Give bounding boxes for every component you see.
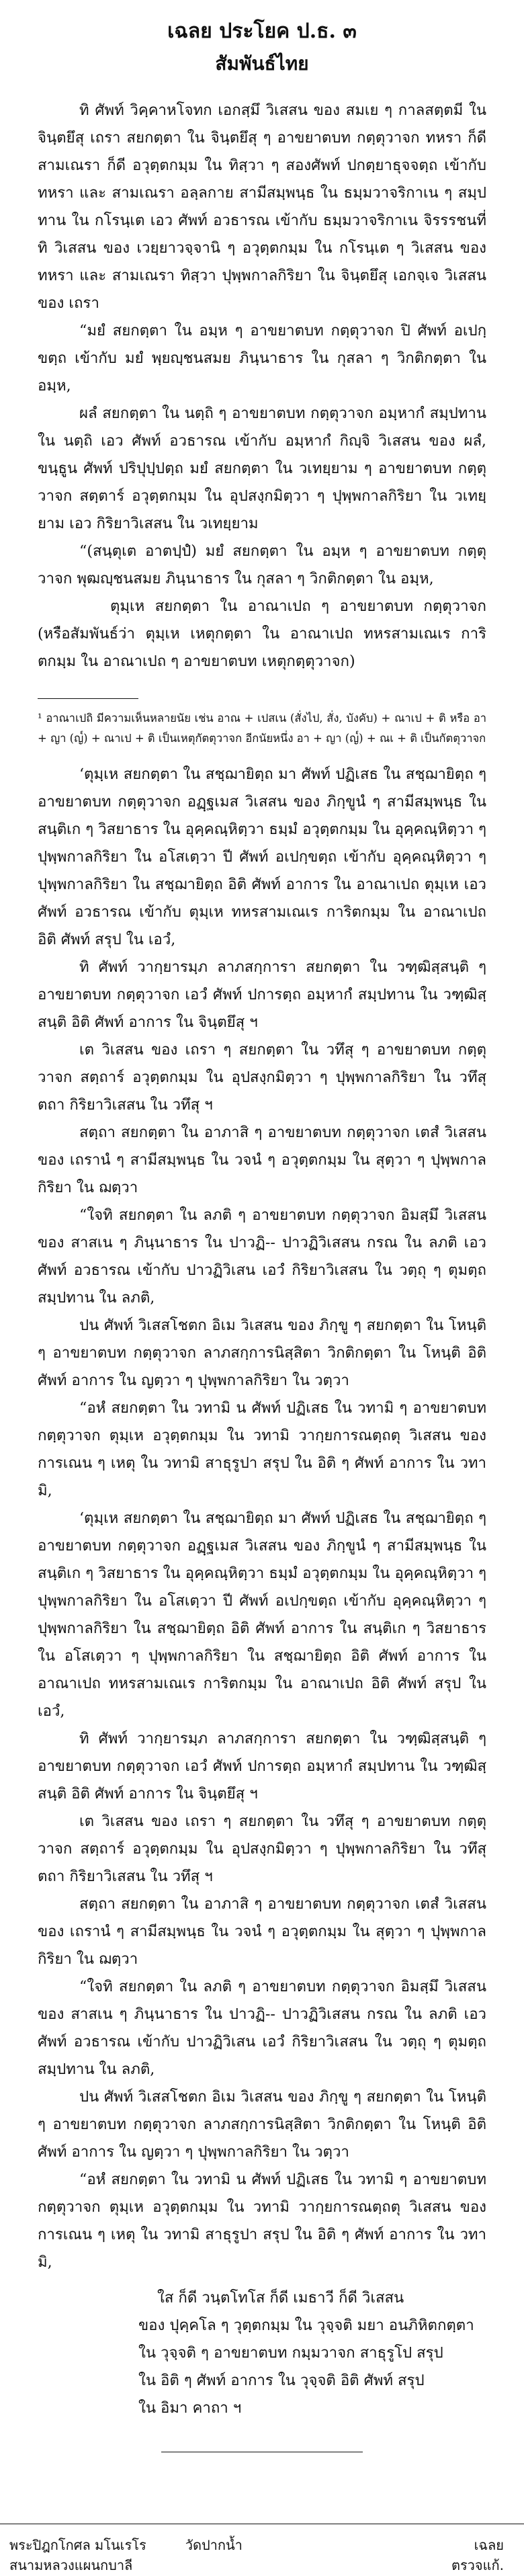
paragraph: “ใจทิ สยกตฺตา ใน ลภติ ๆ อาขยาตบท กตฺตุวาจก อิมสฺมึ วิเสสน ของ สาสเน ๆ ภินฺนาธาร ใน ปาวฏิ-- ปาวฏิวิเสสน กรณ ใน ลภติ เอว ศัพท์ อวธารณ เข้ากับ ปาวฏิวิเสน เอวํ กิริยาวิเสสน ใน วตฺถุ ๆ ตุมตฺถสมฺปทาน ใน ลภติ, — [38, 1206, 486, 1306]
section-2 — [38, 761, 486, 2276]
footer-author: พระปิฎกโกศล มโนเรโร — [9, 2537, 146, 2553]
page-footer — [0, 2524, 524, 2574]
footnote-divider — [38, 698, 138, 699]
paragraph: ปน ศัพท์ วิเสสโชตก อิเม วิเสสน ของ ภิกฺขู ๆ สยกตฺตา ใน โหนฺติ ๆ อาขยาตบท กตฺตุวาจก ลาภสกฺการนิสฺสิตา วิกติกตฺตา ใน โหนฺติ อิติ ศัพท์ อาการ ใน ญตฺวา ๆ ปุพฺพกาลกิริยา ใน วตฺวา — [38, 1316, 486, 1389]
paragraph: “อหํ สยกตฺตา ใน วทามิ น ศัพท์ ปฏิเสธ ใน วทามิ ๆ อาขยาตบท กตฺตุวาจก ตุมฺเห อวุตฺตกมฺม ใน วทามิ วากฺยการณตฺถตุ วิเสสน ของ การเณน ๆ เหตุ ใน วทามิ สาธุรูปา สรุป ใน อิติ ๆ ศัพท์ อาการ ใน วทามิ, — [38, 2170, 486, 2271]
paragraph: “อหํ สยกตฺตา ใน วทามิ น ศัพท์ ปฏิเสธ ใน วทามิ ๆ อาขยาตบท กตฺตุวาจก ตุมฺเห อวุตฺตกมฺม ใน วทามิ วากฺยการณตฺถตุ วิเสสน ของ การเณน ๆ เหตุ ใน วทามิ สาธุรูปา สรุป ใน อิติ ๆ ศัพท์ อาการ ใน วทามิ, — [38, 1399, 486, 1499]
paragraph: สตฺถา สยกตฺตา ใน อาภาสิ ๆ อาขยาตบท กตฺตุวาจก เตสํ วิเสสน ของ เถรานํ ๆ สามีสมฺพนฺธ ใน วจนํ ๆ อวุตฺตกมฺม ใน สุตฺวา ๆ ปุพฺพกาลกิริยา ใน ฌตฺวา — [38, 1895, 486, 1968]
page-subtitle: สัมพันธ์ไทย — [215, 52, 309, 75]
paragraph: เต วิเสสน ของ เถรา ๆ สยกตฺตา ใน วทึสุ ๆ อาขยาตบท กตฺตุวาจก สตฺถาร์ อวุตฺตกมฺม ใน อุปสงฺกมิตฺวา ๆ ปุพฺพกาลกิริยา ใน วทึสุ ตถา กิริยาวิเสสน ใน วทึสุ ฯ — [38, 1040, 486, 1114]
paragraph: “(สนฺตุเต อาตปฺปํ) มยํ สยกตฺตา ใน อมฺห ๆ อาขยาตบท กตฺตุวาจก พุฒญฺชนสมย ภินฺนาธาร ใน กุสลา ๆ วิกติกตฺตา ใน อมฺห, — [38, 542, 486, 587]
paragraph: “ใจทิ สยกตฺตา ใน ลภติ ๆ อาขยาตบท กตฺตุวาจก อิมสฺมึ วิเสสน ของ สาสเน ๆ ภินฺนาธาร ใน ปาวฏิ-- ปาวฏิวิเสสน กรณ ใน ลภติ เอว ศัพท์ อวธารณ เข้ากับ ปาวฏิวิเสน เอวํ กิริยาวิเสสน ใน วตฺถุ ๆ ตุมตฺถสมฺปทาน ใน ลภติ, — [38, 1977, 486, 2078]
paragraph: ‘ตุมฺเห สยกตฺตา ใน สชฺฌายิตฺถ มา ศัพท์ ปฏิเสธ ใน สชฺฌายิตฺถ ๆ อาขยาตบท กตฺตุวาจก อฏฺฐเมส วิเสสน ของ ภิกฺขูนํ ๆ สามีสมฺพนฺธ ใน สนฺติเก ๆ วิสยาธาร ใน อุคฺคณฺหิตฺวา ธมฺมํ อวุตฺตกมฺม ใน อุคฺคณฺหิตฺวา ๆ ปุพฺพกาลกิริยา ใน อโสเตฺวา ปี ศัพท์ อเปกฺขตฺถ เข้ากับ อุคฺคณฺหิตฺวา ๆ ปุพฺพกาลกิริยา ใน สชฺฌายิตฺถ อิติ ศัพท์ อาการ ใน อาณาเปถ ตุมฺเห เอว ศัพท์ อวธารณ เข้ากับ ตุมฺเห ทหรสามเณเร การิตกมฺม ใน อาณาเปถ อิติ ศัพท์ สรุป ใน เอวํ, — [38, 765, 486, 948]
section-1 — [38, 97, 486, 675]
verse-line: ใน วุจฺจติ ๆ อาขยาตบท กมฺมวาจก สาธุรูโป สรุป — [138, 2343, 443, 2362]
paragraph: ปน ศัพท์ วิเสสโชตก อิเม วิเสสน ของ ภิกฺขู ๆ สยกตฺตา ใน โหนฺติ ๆ อาขยาตบท กตฺตุวาจก ลาภสกฺการนิสฺสิตา วิกติกตฺตา ใน โหนฺติ อิติ ศัพท์ อาการ ใน ญตฺวา ๆ ปุพฺพกาลกิริยา ใน วตฺวา — [38, 2087, 486, 2161]
paragraph: ตุมฺเห สยกตฺตา ใน อาณาเปถ ๆ อาขยาตบท กตฺตุวาจก (หรือสัมพันธ์ว่า ตุมฺเห เหตุกตฺตา ใน อาณาเปถ ทหรสามเณเร การิตกมฺม ใน อาณาเปถ ๆ อาขยาตบท เหตุกตฺตุวาจก) — [38, 597, 486, 670]
paragraph: “มยํ สยกตฺตา ใน อมฺห ๆ อาขยาตบท กตฺตุวาจก ปิ ศัพท์ อเปกฺขตฺถ เข้ากับ มยํ พฺยญฺชนสมย ภินฺนาธาร ใน กุสลา ๆ วิกติกตฺตา ใน อมฺห, — [38, 321, 486, 394]
footnote — [38, 708, 486, 749]
paragraph: เต วิเสสน ของ เถรา ๆ สยกตฺตา ใน วทึสุ ๆ อาขยาตบท กตฺตุวาจก สตฺถาร์ อวุตฺตกมฺม ใน อุปสงฺกมิตฺวา ๆ ปุพฺพกาลกิริยา ใน วทึสุ ตถา กิริยาวิเสสน ใน วทึสุ ฯ — [38, 1812, 486, 1885]
paragraph: ทิ ศัพท์ วากฺยารมฺภ ลาภสกฺการา สยกตฺตา ใน วฑฺฒิสฺสนฺติ ๆ อาขยาตบท กตฺตุวาจก เอวํ ศัพท์ ปการตฺถ อมฺหากํ สมฺปทาน ใน วฑฺฒิสฺสนฺติ อิติ ศัพท์ อาการ ใน จินฺตยึสุ ฯ — [38, 958, 486, 1031]
footer-organization: สนามหลวงแผนกบาลี — [9, 2557, 133, 2573]
paragraph: ทิ ศัพท์ วากฺยารมฺภ ลาภสกฺการา สยกตฺตา ใน วฑฺฒิสฺสนฺติ ๆ อาขยาตบท กตฺตุวาจก เอวํ ศัพท์ ปการตฺถ อมฺหากํ สมฺปทาน ใน วฑฺฒิสฺสนฺติ อิติ ศัพท์ อาการ ใน จินฺตยึสุ ฯ — [38, 1729, 486, 1802]
verse-block — [38, 2284, 486, 2422]
verse-line: ของ ปุคฺคโล ๆ วุตฺตกมฺม ใน วุจฺจติ มยา อนภิหิตกตฺตา — [138, 2316, 474, 2334]
footer-temple: วัดปากน้ำ — [185, 2537, 243, 2553]
paragraph: ทิ ศัพท์ วิคฺคาหโจทก เอกสฺมึ วิเสสน ของ สมเย ๆ กาลสตฺตมี ใน จินฺตยึสุ เถรา สยกตฺตา ใน จินฺตยึสุ ๆ อาขยาตบท กตฺตุวาจก ทหรา ก็ดี สามเณรา ก็ดี อวุตฺตกมฺม ใน ทิสฺวา ๆ สองศัพท์ ปกตฺยาธุจจตฺถ เข้ากับ ทหรา และ สามเณรา อลฺลกาย สามีสมฺพนฺธ ใน ธมฺมวาจริกาเน ๆ สมฺปทาน ใน กโรนฺเต เอว ศัพท์ อวธารณ เข้ากับ ธมฺมวาจริกาเน จิรรรชนที่ทิ วิเสสน ของ เวยฺยาวจฺจานิ ๆ อวุตฺตกมฺม ใน กโรนฺเต ๆ วิเสสน ของ ทหรา และ สามเณรา ทิสฺวา ปุพฺพกาลกิริยา ใน จินฺตยึสุ เอกจฺเจ วิเสสน ของ เถรา — [38, 101, 486, 312]
verse-line: ใส ก็ดี วนฺตโทโส ก็ดี เมธาวี ก็ดี วิเสสน — [157, 2288, 404, 2307]
footer-left-line-1 — [9, 2534, 243, 2556]
paragraph: ‘ตุมฺเห สยกตฺตา ใน สชฺฌายิตฺถ มา ศัพท์ ปฏิเสธ ใน สชฺฌายิตฺถ ๆ อาขยาตบท กตฺตุวาจก อฏฺฐเมส วิเสสน ของ ภิกฺขูนํ ๆ สามีสมฺพนฺธ ใน สนฺติเก ๆ วิสยาธาร ใน อุคฺคณฺหิตฺวา ธมฺมํ อวุตฺตกมฺม ใน อุคฺคณฺหิตฺวา ๆ ปุพฺพกาลกิริยา ใน อโสเตฺวา ปี ศัพท์ อเปกฺขตฺถ เข้ากับ อุคฺคณฺหิตฺวา ๆ ปุพฺพกาลกิริยา ใน สชฺฌายิตฺถ อิติ ศัพท์ อาการ ใน สนฺติเก ๆ วิสยาธาร ใน อโสเตฺวา ๆ ปุพฺพกาลกิริยา ใน สชฺฌายิตฺถ อิติ ศัพท์ อาการ ใน อาณาเปถ ทหรสามเณเร การิตกมฺม ใน อาณาเปถ อิติ ศัพท์ สรุป ใน เอวํ, — [38, 1509, 486, 1720]
verse-line: ใน อิติ ๆ ศัพท์ อาการ ใน วุจฺจติ อิติ ศัพท์ สรุป — [138, 2371, 425, 2389]
paragraph: สตฺถา สยกตฺตา ใน อาภาสิ ๆ อาขยาตบท กตฺตุวาจก เตสํ วิเสสน ของ เถรานํ ๆ สามีสมฺพนฺธ ใน วจนํ ๆ อวุตฺตกมฺม ใน สุตฺวา ๆ ปุพฺพกาลกิริยา ใน ฌตฺวา — [38, 1123, 486, 1196]
footer-checked-label: ตรวจแก้. — [451, 2557, 504, 2573]
verse-line: ใน อิมา คาถา ฯ — [138, 2399, 242, 2417]
footer-answer-label: เฉลย — [474, 2537, 504, 2553]
page-title: เฉลย ประโยค ป.ธ. ๓ — [167, 19, 357, 43]
paragraph: ผลํ สยกตฺตา ใน นตฺถิ ๆ อาขยาตบท กตฺตุวาจก อมฺหากํ สมฺปทาน ใน นตฺถิ เอว ศัพท์ อวธารณ เข้ากับ อมฺหากํ กิญฺจิ วิเสสน ของ ผลํ, ขนฺธูน ศัพท์ ปริปุปฺปตฺถ มยํ สยกตฺตา ใน วเทยฺยาม ๆ อาขยาตบท กตฺตุวาจก สตฺตาร์ อวุตฺตกมฺม ใน อุปสงฺกมิตฺวา ๆ ปุพฺพกาลกิริยา ใน วเทยฺยาม เอว กิริยาวิเสสน ใน วเทยฺยาม — [38, 404, 486, 532]
footnote-text: ¹ อาณาเปถิ มีความเห็นหลายนัย เช่น อาณ + เปสเน (สั่งไป, สั่ง, บังคับ) + ณาเป + ติ หรือ อา + ญา (ญ๎) + ณาเป + ติ เป็นเหตุกัตตุวาจก อีกนัยหนึ่ง อา + ญา (ญ๎) + ณเ + ติ เป็นกัตตุวาจก — [38, 711, 486, 745]
